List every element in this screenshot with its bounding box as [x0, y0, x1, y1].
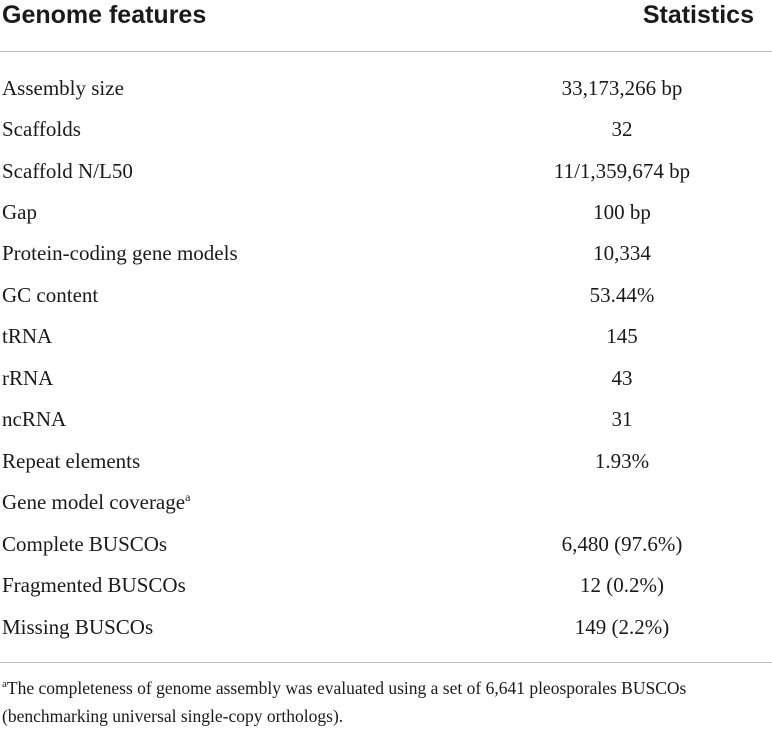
footnote-marker: a: [185, 490, 191, 504]
row-value: 31: [611, 407, 633, 431]
row-label: Scaffold N/L50: [2, 159, 133, 183]
row-label: ncRNA: [2, 407, 67, 431]
table-row: [0, 447, 772, 488]
row-label-text: Gene model coverage: [2, 490, 186, 514]
table-row: [0, 571, 772, 612]
table-row: [0, 115, 772, 156]
table-row: [0, 198, 772, 239]
table-row: [0, 239, 772, 280]
row-value: 149 (2.2%): [574, 615, 670, 639]
row-value: 32: [611, 117, 633, 141]
row-value: 145: [606, 324, 638, 348]
table-row: [0, 281, 772, 322]
row-label: Missing BUSCOs: [2, 615, 154, 639]
table-row-section: [0, 488, 772, 529]
header-statistics: Statistics: [642, 1, 754, 29]
table-row: [0, 74, 772, 115]
row-label: tRNA: [2, 324, 53, 348]
footnote-marker: a: [2, 678, 7, 690]
row-label: GC content: [2, 283, 99, 307]
row-value: 53.44%: [589, 283, 655, 307]
footnote-text: The completeness of genome assembly was evaluated using a set of 6,641 pleosporales BUSCOs (benchmarking universal single-copy orthologs).: [2, 678, 687, 726]
table-row: [0, 405, 772, 446]
row-value: 11/1,359,674 bp: [553, 159, 691, 183]
row-label: Assembly size: [2, 76, 124, 100]
header-genome-features: Genome features: [2, 1, 207, 29]
row-label: Complete BUSCOs: [2, 532, 168, 556]
row-value: 10,334: [593, 241, 651, 265]
table-row: [0, 157, 772, 198]
row-value: 6,480 (97.6%): [561, 532, 683, 556]
row-value: 1.93%: [594, 449, 650, 473]
table-footnote: [2, 674, 770, 730]
footer-divider: [0, 662, 772, 663]
table-row: [0, 530, 772, 571]
table-header-row: [0, 0, 772, 52]
row-label: Gap: [2, 200, 37, 224]
table-row: [0, 613, 772, 654]
row-value: 100 bp: [593, 200, 651, 224]
row-value: 33,173,266 bp: [561, 76, 683, 100]
row-label: Scaffolds: [2, 117, 81, 141]
row-value: 43: [611, 366, 633, 390]
row-label: rRNA: [2, 366, 54, 390]
row-value: 12 (0.2%): [580, 573, 664, 597]
row-label: Protein-coding gene models: [2, 241, 238, 265]
table-row: [0, 322, 772, 363]
row-label: [2, 488, 190, 516]
row-label: Fragmented BUSCOs: [2, 573, 186, 597]
header-divider: [0, 51, 772, 52]
table-row: [0, 364, 772, 405]
row-label: Repeat elements: [2, 449, 141, 473]
